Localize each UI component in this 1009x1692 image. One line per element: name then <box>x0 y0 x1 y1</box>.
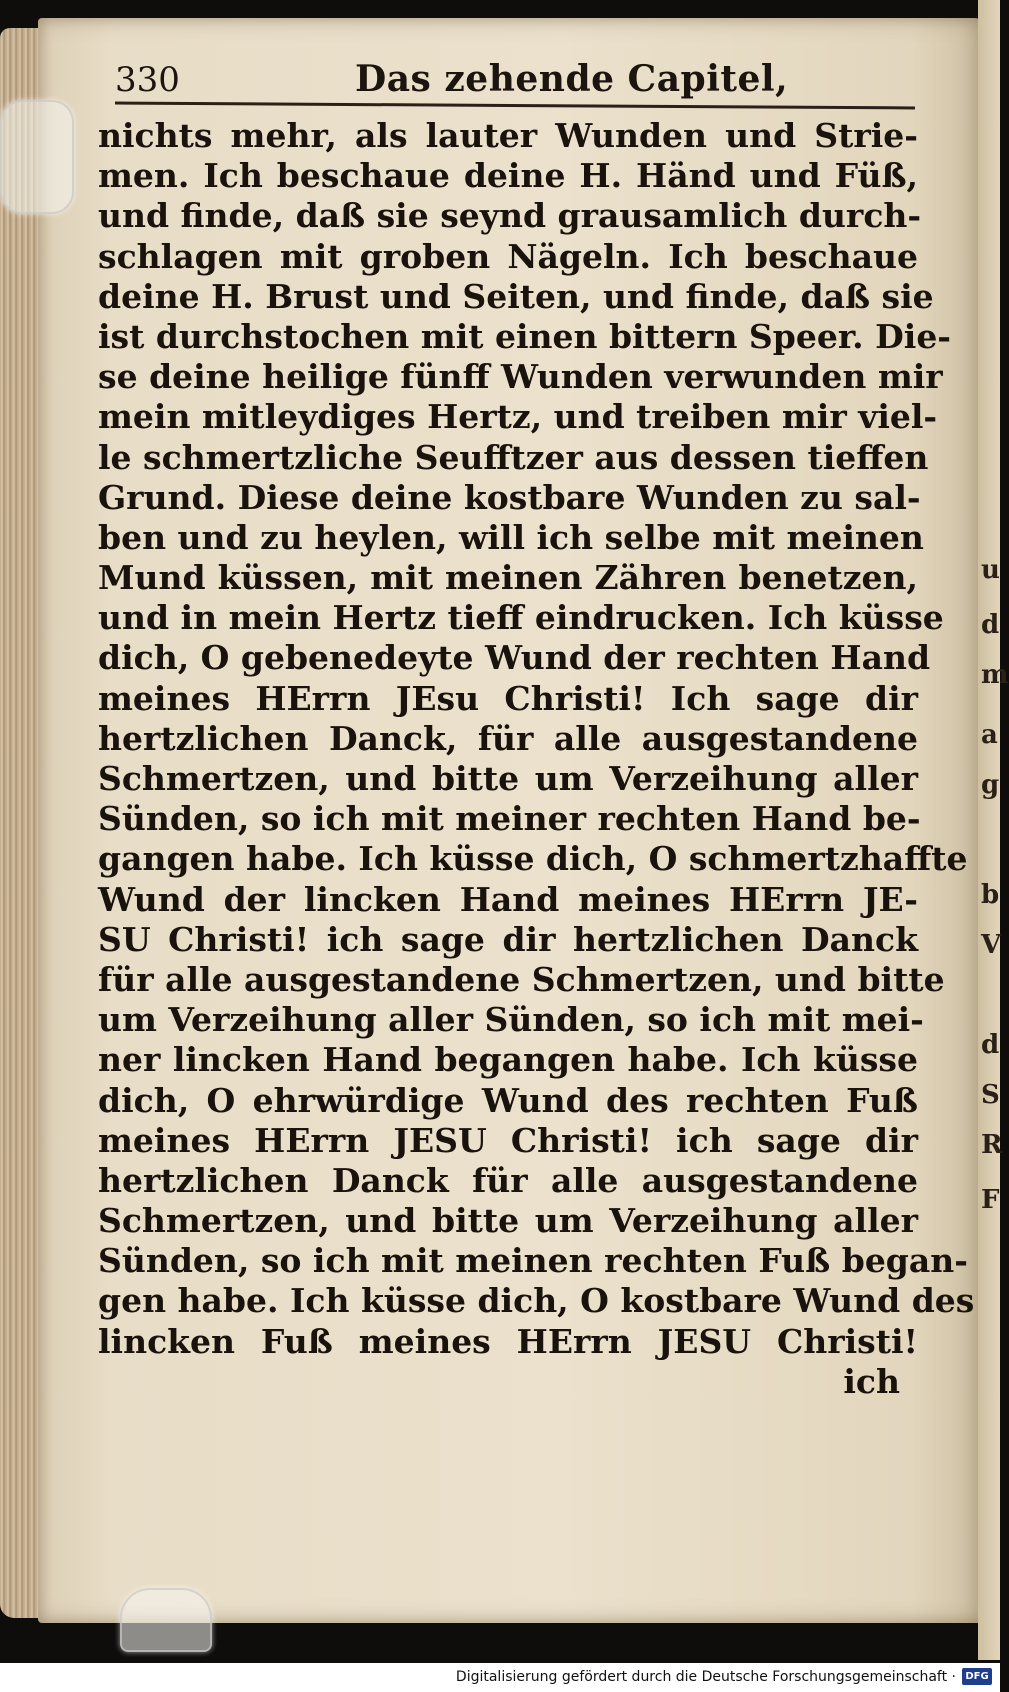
facing-page-glyph: R <box>981 1130 1003 1160</box>
text-line: deine H. Brust und Seiten, und finde, daß sie <box>98 276 934 316</box>
text-line: SU Christi! ich sage dir hertzlichen Danck <box>98 919 918 959</box>
footer-bar <box>0 1663 1000 1692</box>
text-line: mein mitleydiges Hertz, und treiben mir viel- <box>98 397 938 437</box>
text-line: für alle ausgestandene Schmertzen, und bitte <box>98 959 945 999</box>
text-line: und finde, daß sie seynd grausamlich durch- <box>98 196 922 236</box>
facing-page-glyph: g <box>981 770 1000 800</box>
text-line: Schmertzen, und bitte um Verzeihung aller <box>98 1201 918 1241</box>
facing-page-glyph: m <box>981 660 1009 690</box>
text-line: dich, O gebenedeyte Wund der rechten Hand <box>98 638 931 678</box>
text-line: ben und zu heylen, will ich selbe mit meinen <box>98 517 924 557</box>
text-line: Grund. Diese deine kostbare Wunden zu sal- <box>98 477 921 517</box>
text-line: Sünden, so ich mit meinen rechten Fuß began- <box>98 1241 968 1281</box>
facing-page-glyph: V <box>981 930 1002 960</box>
text-line: le schmertzliche Seufftzer aus dessen tieffen <box>98 437 929 477</box>
text-line: meines HErrn JEsu Christi! Ich sage dir <box>98 678 918 718</box>
facing-page-glyph: d <box>981 1030 1000 1060</box>
text-line: lincken Fuß meines HErrn JESU Christi! <box>98 1321 918 1361</box>
text-line: nichts mehr, als lauter Wunden und Strie- <box>98 116 918 155</box>
text-line: meines HErrn JESU Christi! ich sage dir <box>98 1120 918 1160</box>
text-line: se deine heilige fünff Wunden verwunden mir <box>98 357 943 397</box>
text-line: men. Ich beschaue deine H. Händ und Füß, <box>98 156 918 196</box>
text-line: hertzlichen Danck für alle ausgestandene <box>98 1160 918 1200</box>
text-line: und in mein Hertz tieff eindrucken. Ich küsse <box>98 598 944 638</box>
facing-page-glyph: a <box>981 720 998 750</box>
text-line: Wund der lincken Hand meines HErrn JE- <box>98 879 918 919</box>
text-line: dich, O ehrwürdige Wund des rechten Fuß <box>98 1080 918 1120</box>
text-line: hertzlichen Danck, für alle ausgestandene <box>98 718 918 758</box>
text-line: schlagen mit groben Nägeln. Ich beschaue <box>98 236 918 276</box>
text-line: ner lincken Hand begangen habe. Ich küsse <box>98 1040 918 1080</box>
running-head: Das zehende Capitel, <box>355 58 789 100</box>
facing-page-glyph: u <box>981 555 1000 585</box>
text-line: Sünden, so ich mit meiner rechten Hand be- <box>98 799 921 839</box>
text-line: Schmertzen, und bitte um Verzeihung aller <box>98 759 918 798</box>
facing-page-glyph: d <box>981 610 1000 640</box>
page-clip-bottom <box>120 1588 212 1652</box>
facing-page-glyph: S <box>981 1080 1000 1110</box>
page-header <box>115 54 915 104</box>
text-line: gangen habe. Ich küsse dich, O schmertzhaffte <box>98 839 968 879</box>
text-line: Mund küssen, mit meinen Zähren benetzen, <box>98 558 918 598</box>
funding-credit: Digitalisierung gefördert durch die Deutsche Forschungsgemeinschaft · <box>455 1669 956 1685</box>
dfg-logo: DFG <box>962 1668 992 1685</box>
text-line: um Verzeihung aller Sünden, so ich mit mei- <box>98 1000 924 1040</box>
facing-page-glyph: b <box>981 880 1000 910</box>
facing-page-glyph: F <box>981 1185 1000 1215</box>
catchword: ich <box>843 1361 900 1401</box>
page-number: 330 <box>115 60 180 100</box>
text-line: ist durchstochen mit einen bittern Speer. Die- <box>98 316 952 356</box>
facing-page-strip <box>978 0 1009 1660</box>
text-line: gen habe. Ich küsse dich, O kostbare Wund des <box>98 1281 975 1321</box>
body-text <box>98 116 975 1402</box>
page-clip-top <box>0 100 74 214</box>
